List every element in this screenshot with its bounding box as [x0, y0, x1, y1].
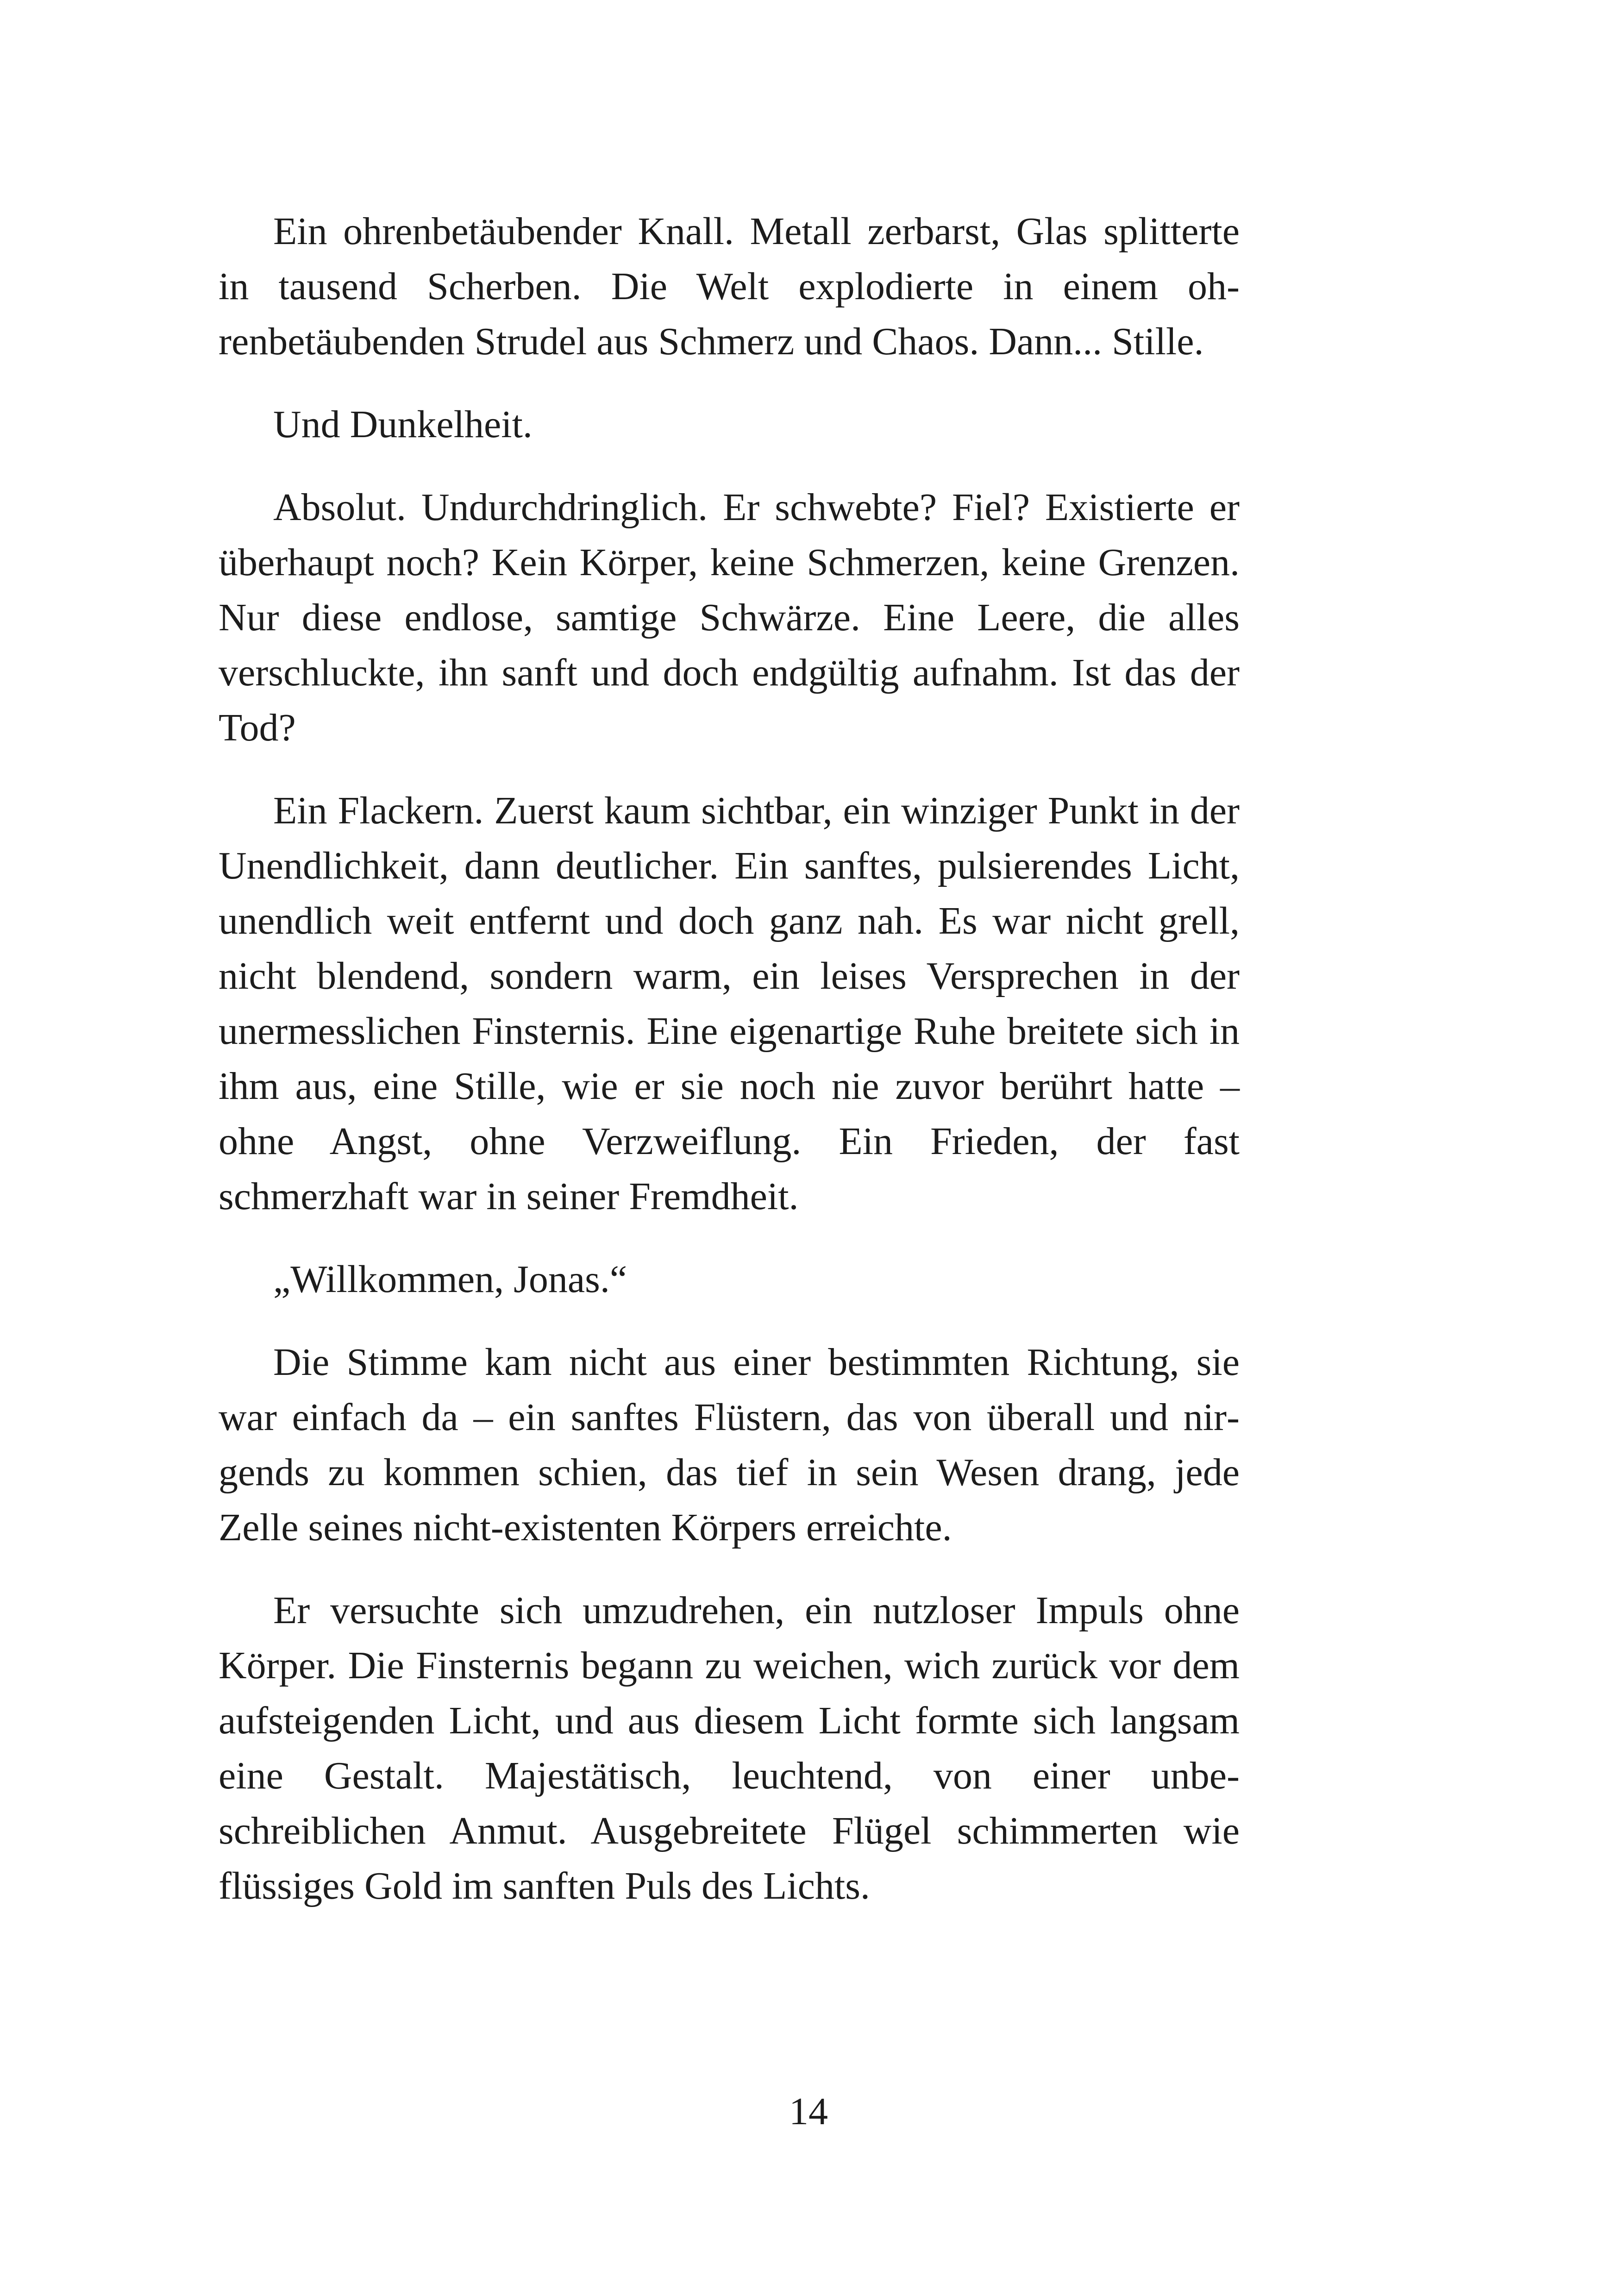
paragraph-flicker: Ein Flackern. Zuerst kaum sichtbar, ein winziger Punkt in der Unendlichkeit, dann deutlicher. Ein sanftes, pulsierendes Licht, unendlich weit entfernt und doch ganz nah. Es war nicht grell, nicht blendend, sondern warm, ein leises Versprechen in der unermesslichen Finsternis. Eine eigenartige Ruhe breitete sich in ihm aus, eine Stille, wie er sie noch nie zuvor berührt hatte – ohne Angst, ohne Verzweiflung. Ein Frieden, der fast schmerzhaft war in seiner Fremdheit. [219, 789, 1240, 1218]
paragraph-darkness: Und Dunkelheit. [273, 403, 533, 446]
paragraph-welcome: „Willkommen, Jonas.“ [273, 1258, 627, 1301]
page-number: 14 [789, 2090, 828, 2133]
paragraph-crash: Ein ohrenbetäubender Knall. Metall zerbarst, Glas splitterte in tausend Scherben. Die Welt explodierte in einem ohrenbetäubenden Strudel aus Schmerz und Chaos. Dann... Stille. [219, 210, 1240, 363]
body-text [219, 204, 1240, 1941]
paragraph-void: Absolut. Undurchdringlich. Er schwebte? Fiel? Existierte er überhaupt noch? Kein Körper, keine Schmerzen, keine Grenzen. Nur diese endlose, samtige Schwärze. Eine Leere, die alles verschluckte, ihn sanft und doch endgültig aufnahm. Ist das der Tod? [219, 486, 1240, 749]
paragraph-voice: Die Stimme kam nicht aus einer bestimmten Richtung, sie war einfach da – ein sanftes Flüstern, das von überall und nirgends zu kommen schien, das tief in sein Wesen drang, jede Zelle seines nicht-existenten Körpers erreichte. [219, 1341, 1240, 1549]
paragraph-figure: Er versuchte sich umzudrehen, ein nutzloser Impuls ohne Körper. Die Finsternis begann zu weichen, wich zurück vor dem aufsteigenden Licht, und aus diesem Licht formte sich langsam eine Gestalt. Majestätisch, leuchtend, von einer unbeschreiblichen Anmut. Ausgebreitete Flügel schimmerten wie flüssiges Gold im sanften Puls des Lichts. [219, 1589, 1240, 1907]
